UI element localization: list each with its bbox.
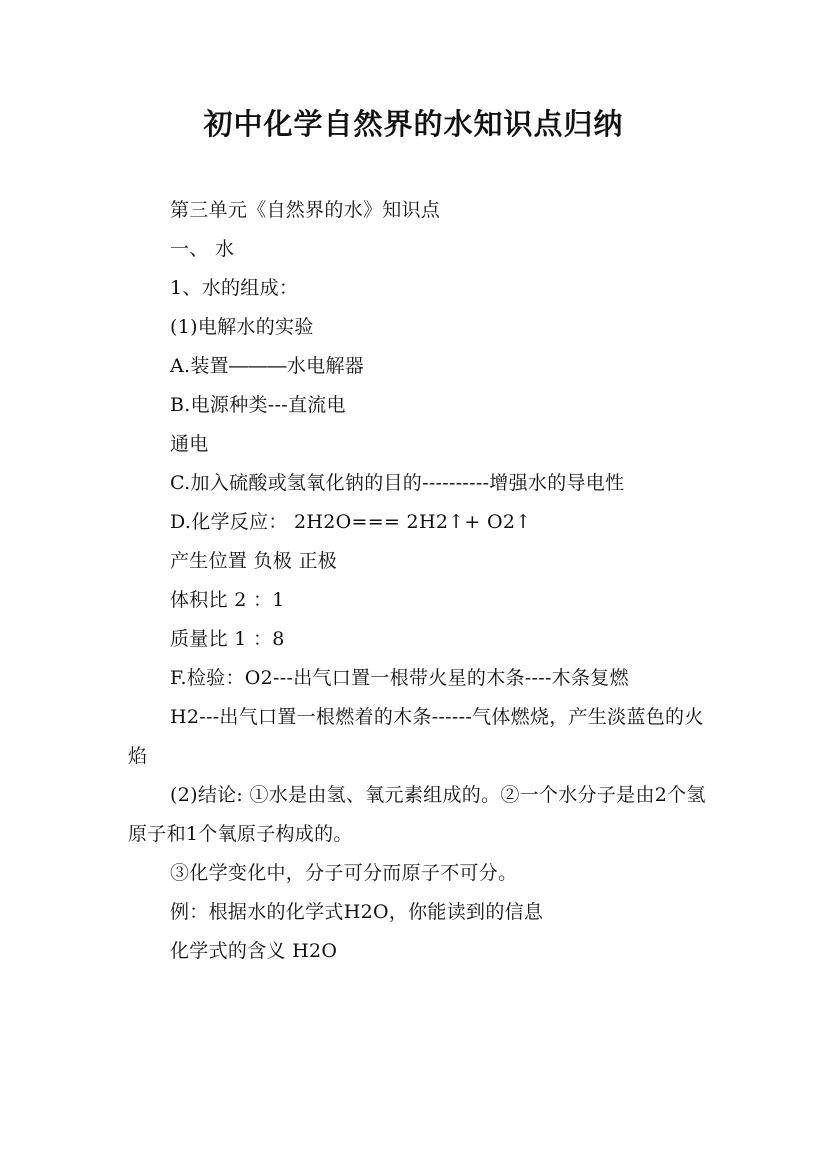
text-line: 通电 — [170, 433, 209, 455]
text-paragraph: (2)结论: ①水是由氢、氧元素组成的。②一个水分子是由2个氢原子和1个氧原子构成的。 — [128, 784, 706, 845]
text-line: 例：根据水的化学式H2O，你能读到的信息 — [170, 901, 544, 923]
text-line: 质量比 1 ：8 — [170, 628, 285, 650]
text-line: 体积比 2 ：1 — [170, 589, 285, 611]
text-line: ③化学变化中，分子可分而原子不可分。 — [170, 862, 518, 884]
text-paragraph: C.加入硫酸或氢氧化钠的目的----------增强水的导电性 — [170, 472, 625, 494]
text-line: 第三单元《自然界的水》知识点 — [170, 199, 441, 221]
text-line: D.化学反应： 2H2O=== 2H2↑+ O2↑ — [170, 511, 532, 533]
text-line: 产生位置 负极 正极 — [170, 550, 338, 572]
text-line: 1、水的组成： — [170, 277, 299, 299]
document-title: 初中化学自然界的水知识点归纳 — [203, 107, 624, 141]
text-line: B.电源种类---直流电 — [170, 394, 346, 416]
document-body — [128, 191, 708, 971]
text-paragraph: H2---出气口置一根燃着的木条------气体燃烧，产生淡蓝色的火焰 — [128, 706, 704, 767]
text-paragraph: F.检验：O2---出气口置一根带火星的木条----木条复燃 — [170, 667, 629, 689]
text-line: 化学式的含义 H2O — [170, 940, 338, 962]
text-line: (1)电解水的实验 — [170, 316, 314, 338]
text-line: A.装置―――水电解器 — [170, 355, 365, 377]
text-line: 一、 水 — [170, 238, 235, 260]
